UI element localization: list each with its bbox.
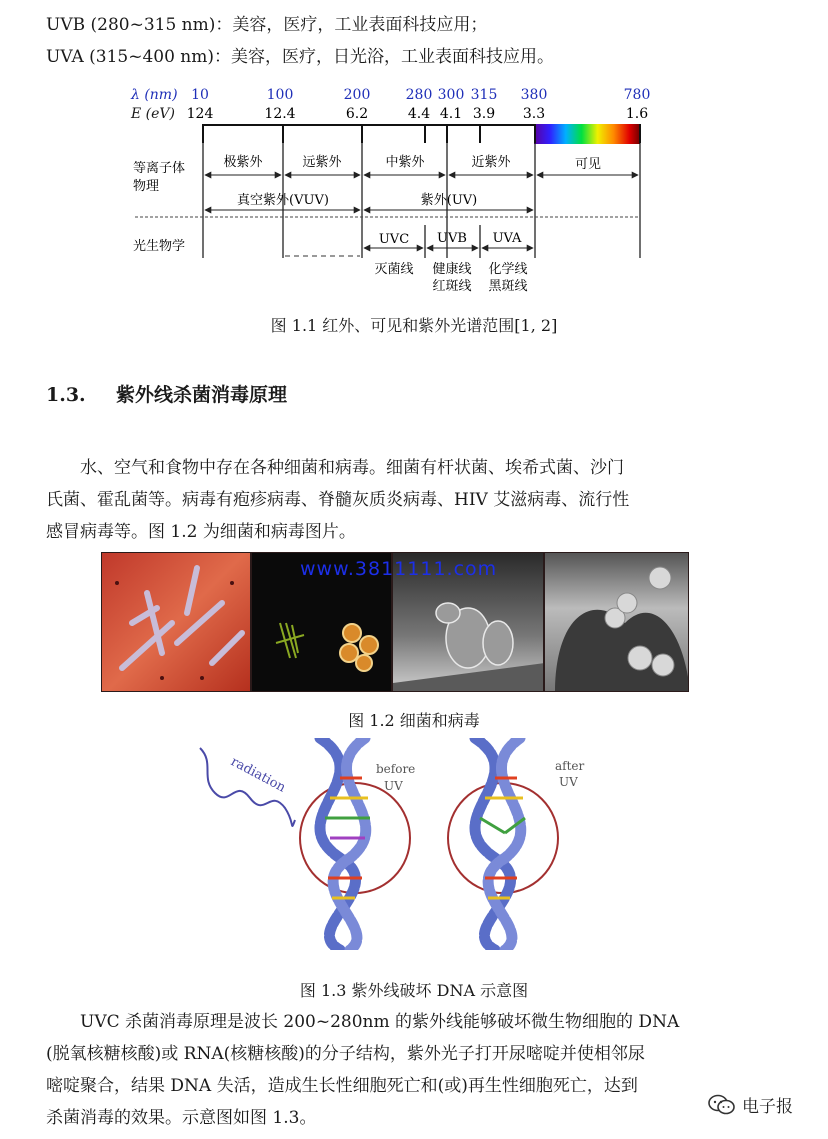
plasma-label-1: 等离子体 xyxy=(133,161,186,176)
wavelength-280: 280 xyxy=(405,87,433,103)
after-label-2: UV xyxy=(559,775,578,789)
energy-4-4: 4.4 xyxy=(407,106,431,122)
uva-line: UVA (315~400 nm)：美容，医疗，日光浴，工业表面科技应用。 xyxy=(46,47,555,67)
section-title: 紫外线杀菌消毒原理 xyxy=(116,384,288,406)
plasma-label-2: 物理 xyxy=(133,179,160,194)
before-label-1: before xyxy=(376,762,416,776)
effect-uvb-1: 健康线 xyxy=(432,262,472,277)
dna-damage-illustration xyxy=(190,738,630,950)
section-number: 1.3. xyxy=(46,384,86,406)
wavelength-780: 780 xyxy=(623,87,651,103)
before-label-2: UV xyxy=(384,779,403,793)
visible-color-bar xyxy=(534,124,640,144)
wavelength-380: 380 xyxy=(520,87,548,103)
paragraph1-line-2: 氏菌、霍乱菌等。病毒有疱疹病毒、脊髓灰质炎病毒、HIV 艾滋病毒、流行性 xyxy=(46,490,630,510)
energy-3-9: 3.9 xyxy=(472,106,496,122)
effect-uvc: 灭菌线 xyxy=(374,262,414,277)
energy-124: 124 xyxy=(186,106,214,122)
wavelength-300: 300 xyxy=(437,87,465,103)
energy-1-6: 1.6 xyxy=(625,106,649,122)
spectrum-diagram xyxy=(0,80,828,310)
lambda-label: λ (nm) xyxy=(131,87,178,103)
band-far-uv: 远紫外 xyxy=(302,155,342,170)
energy-6-2: 6.2 xyxy=(345,106,369,122)
wavelength-315: 315 xyxy=(470,87,498,103)
wavelength-100: 100 xyxy=(266,87,294,103)
paragraph1-line-1: 水、空气和食物中存在各种细菌和病毒。细菌有杆状菌、埃希式菌、沙门 xyxy=(80,458,624,478)
watermark: www.3811111.com xyxy=(300,558,498,580)
paragraph2-line-4: 杀菌消毒的效果。示意图如图 1.3。 xyxy=(46,1108,317,1128)
fig13-caption: 图 1.3 紫外线破坏 DNA 示意图 xyxy=(299,981,529,1000)
paragraph2-line-3: 嘧啶聚合，结果 DNA 失活，造成生长性细胞死亡和(或)再生性细胞死亡，达到 xyxy=(46,1076,638,1096)
section-heading xyxy=(46,380,287,407)
dna-helix-before xyxy=(320,738,370,950)
uvb-line: UVB (280~315 nm)：美容，医疗，工业表面科技应用； xyxy=(46,15,488,35)
virus-sem-photo xyxy=(544,552,689,692)
fig11-caption: 图 1.1 红外、可见和紫外光谱范围[1, 2] xyxy=(270,316,558,335)
photobio-label: 光生物学 xyxy=(133,239,186,254)
logo-text: 电子报 xyxy=(742,1097,793,1117)
wechat-icon xyxy=(708,1094,736,1116)
band-uv: 紫外(UV) xyxy=(420,193,478,208)
energy-12-4: 12.4 xyxy=(264,106,296,122)
bacteria-rods-photo xyxy=(101,552,251,692)
radiation-label: radiation xyxy=(228,754,288,796)
energy-4-1: 4.1 xyxy=(439,106,463,122)
energy-label: E (eV) xyxy=(131,106,175,122)
band-near-uv: 近紫外 xyxy=(471,155,511,170)
band-extreme-uv: 极紫外 xyxy=(223,155,263,170)
effect-uva-2: 黑斑线 xyxy=(488,279,528,294)
band-uvc: UVC xyxy=(378,232,410,247)
paragraph2-line-1: UVC 杀菌消毒原理是波长 200~280nm 的紫外线能够破坏微生物细胞的 DNA xyxy=(80,1012,680,1032)
band-mid-uv: 中紫外 xyxy=(385,155,425,170)
band-uva: UVA xyxy=(492,231,522,246)
paragraph-uvc xyxy=(46,1006,786,1134)
energy-3-3: 3.3 xyxy=(522,106,546,122)
paragraph2-line-2: (脱氧核糖核酸)或 RNA(核糖核酸)的分子结构，紫外光子打开尿嘧啶并使相邻尿 xyxy=(46,1044,645,1064)
paragraph-bacteria xyxy=(46,452,786,548)
effect-uva-1: 化学线 xyxy=(488,262,528,277)
wechat-logo xyxy=(708,1092,793,1117)
after-label-1: after xyxy=(555,759,585,773)
band-vacuum-uv: 真空紫外(VUV) xyxy=(237,193,329,208)
dna-helix-after xyxy=(475,738,525,950)
effect-uvb-2: 红斑线 xyxy=(432,279,472,294)
paragraph1-line-3: 感冒病毒等。图 1.2 为细菌和病毒图片。 xyxy=(46,522,356,542)
band-visible: 可见 xyxy=(574,157,602,172)
wavelength-10: 10 xyxy=(191,87,209,103)
wavelength-200: 200 xyxy=(343,87,371,103)
fig12-caption: 图 1.2 细菌和病毒 xyxy=(348,711,480,730)
band-uvb: UVB xyxy=(437,231,467,246)
